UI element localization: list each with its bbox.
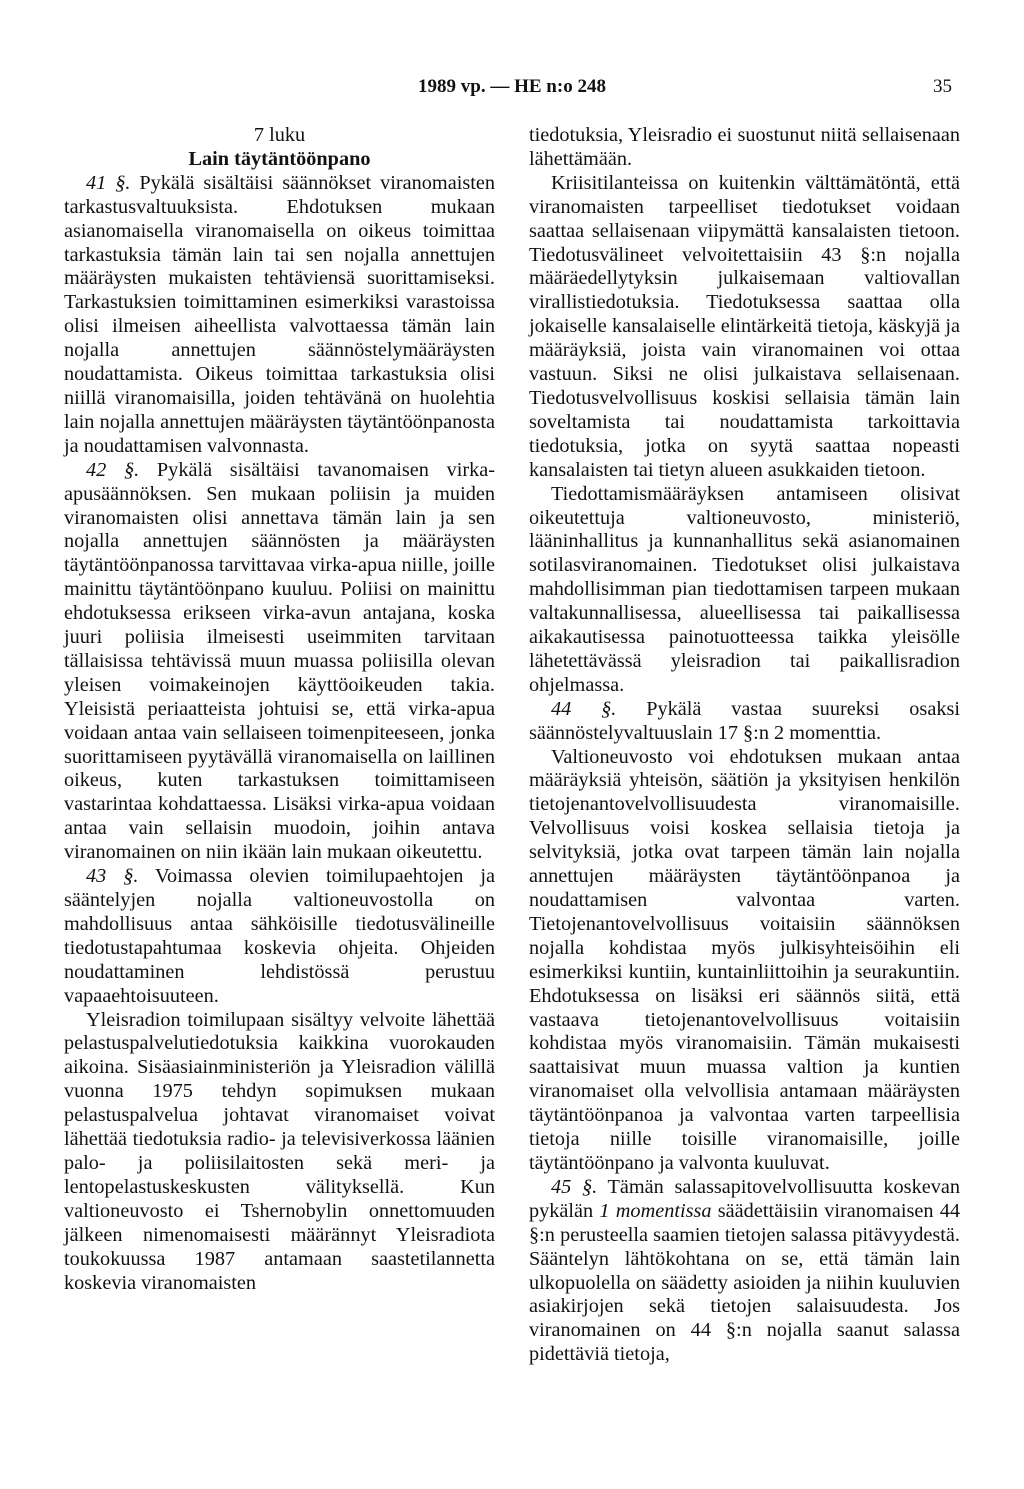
crisis-paragraph: Kriisitilanteissa on kuitenkin välttämätöntä, että viranomaisten tarpeelliset tiedotukset voidaan saattaa sellaisenaan viipymättä kansalaisten tietoon. Tiedotusvälineet velvoitettaisiin 43 §:n nojalla määräedellytyksin julkaisemaan valtiovallan virallistiedotuksia. Tiedotuksessa saattaa olla jokaiselle kansalaiselle elintärkeitä tietoja, käskyjä ja määräyksiä, joista vain viranomainen voi ottaa vastuun. Siksi ne olisi julkaistava sellaisenaan. Tiedotusvelvollisuus koskisi sellaisia tämän lain soveltamista tai noudattamista tarkoittavia tiedotuksia, jotka on syytä saattaa nopeasti kansalaisten tai tietyn alueen asukkaiden tietoon. (529, 171, 960, 481)
section-41-label: 41 §. (86, 171, 131, 194)
page-number: 35 (933, 76, 952, 97)
running-header (0, 76, 1024, 100)
section-45-text-b: säädettäisiin viranomaisen 44 §:n perusteella saamien tietojen salassa pitävyydestä. Sääntelyn lähtökohtana on se, että tämän lain ulkopuolella on säädetty asioiden ja niihin kuuluvien asiakirjojen sekä tietojen salaisuudesta. Jos viranomainen on 44 §:n nojalla saanut salassa pidettäviä tietoja, (529, 1199, 961, 1366)
left-column (64, 124, 495, 1295)
yleisradio-paragraph: Yleisradion toimilupaan sisältyy velvoite lähettää pelastuspalvelutiedotuksia kaikkina vuorokauden aikoina. Sisäasiainministeriön ja Yleisradion välillä vuonna 1975 tehdyn sopimuksen mukaan pelastuspalvelua johtavat viranomaiset voivat lähettää tiedotuksia radio- ja televisiverkossa läänien palo- ja poliisilaitosten sekä meri- ja lentopelastuskeskusten välityksellä. Kun valtioneuvosto ei Tshernobylin onnettomuuden jälkeen nimenomaisesti määrännyt Yleisradiota toukokuussa 1987 antamaan saastetilannetta koskevia viranomaisten (64, 1008, 495, 1294)
section-42-text: Pykälä sisältäisi tavanomaisen virka-apusäännöksen. Sen mukaan poliisin ja muiden viranomaisten olisi annettava tämän lain ja sen nojalla annettujen säännösten ja määräysten täytäntöönpanossa tarvittavaa virka-apua niille, joille mainittu täytäntöönpano kuuluu. Poliisi on mainittu ehdotuksessa erikseen virka-avun antajana, koska juuri poliisia ilmeisesti useimmiten tarvitaan tällaisissa tehtävissä muun muassa poliisilla olevan yleisen voimakeinojen käyttöoikeuden takia. Yleisistä periaatteista johtuisi se, että virka-apua voidaan antaa vain sellaiseen toimenpiteeseen, jonka suorittamiseen pyytävällä viranomaisella on laillinen oikeus, kuten tarkastuksen toimittamiseen vastarintaa kohdattaessa. Lisäksi virka-apua voidaan antaa vain sellaisin muodoin, joihin antava viranomainen on niin ikään lain mukaan oikeutettu. (64, 458, 495, 864)
section-45-text-a: Tämän salassapitovelvollisuutta koskevan pykälän (529, 1175, 961, 1222)
section-43-label: 43 §. (86, 865, 139, 888)
section-44-label: 44 §. (551, 697, 617, 720)
chapter-number: 7 luku (253, 124, 306, 146)
section-44-paragraph (529, 698, 960, 746)
right-column (529, 124, 960, 1367)
section-41-paragraph (64, 172, 495, 459)
section-42-label: 42 §. (86, 458, 140, 481)
section-41-text: Pykälä sisältäisi säännökset viranomaisten tarkastusvaltuuksista. Ehdotuksen mukaan asianomaisella viranomaisella on oikeus toimittaa tarkastuksia tämän lain tai sen nojalla annettujen määräysten mukaisten tehtäviensä suorittamiseksi. Tarkastuksien toimittaminen esimerkiksi varastoissa olisi ilmeisen aiheellista valvottaessa tämän lain nojalla annettujen säännöstelymääräysten noudattamista. Oikeus toimittaa tarkastuksia olisi niillä viranomaisilla, joiden tehtävänä on huolehtia lain nojalla annettujen määräysten täytäntöönpanosta ja noudattamisen valvonnasta. (64, 171, 495, 457)
section-44-text: Pykälä vastaa suureksi osaksi säännöstelyvaltuuslain 17 §:n 2 momenttia. (529, 697, 960, 744)
continued-paragraph: tiedotuksia, Yleisradio ei suostunut niitä sellaisenaan lähettämään. (529, 124, 960, 170)
chapter-title: Lain täytäntöönpano (188, 147, 371, 170)
announcement-authority-paragraph: Tiedottamismääräyksen antamiseen olisivat oikeutettuja valtioneuvosto, ministeriö, lääninhallitus ja kunnanhallitus sekä asianomainen sotilasviranomainen. Tiedotukset olisi julkaistava mahdollisimman pian tiedottamisen tarpeen mukaan valtakunnallisessa, alueellisessa tai paikallisessa aikakautisessa painotuotteessa taikka yleisölle lähetettävässä yleisradion tai paikallisradion ohjelmassa. (529, 482, 960, 696)
section-43-paragraph (64, 865, 495, 1008)
section-45-label: 45 §. (551, 1175, 598, 1198)
information-duty-paragraph: Valtioneuvosto voi ehdotuksen mukaan antaa määräyksiä yhteisön, säätiön ja yksityisen henkilön tietojenantovelvollisuudesta viranomaisille. Velvollisuus voisi koskea sellaisia tietoja ja selvityksiä, jotka ovat tarpeen tämän lain nojalla annettujen määräysten täytäntöönpanoa ja noudattamisen valvontaa varten. Tietojenantovelvollisuus voitaisiin säännöksen nojalla kohdistaa myös julkisyhteisöihin eli esimerkiksi kuntiin, kuntainliittoihin ja seurakuntiin. Ehdotuksessa on lisäksi eri säännös siitä, että vastaava tietojenantovelvollisuus voitaisiin kohdistaa myös viranomaisiin. Tämän mukaisesti saattaisivat muun muassa valtion ja kuntien viranomaiset olla velvollisia antamaan määräysten täytäntöönpanoa ja valvontaa varten tarpeellisia tietoja niille toisille viranomaisille, joille täytäntöönpano ja valvonta kuuluvat. (529, 745, 960, 1174)
section-45-italic-term: 1 momentissa (599, 1199, 712, 1222)
section-45-paragraph (529, 1176, 960, 1367)
document-reference: 1989 vp. — HE n:o 248 (418, 76, 606, 97)
section-42-paragraph (64, 459, 495, 865)
section-43-text: Voimassa olevien toimilupaehtojen ja sääntelyjen nojalla valtioneuvostolla on mahdollisuus antaa sähköisille tiedotusvälineille tiedotustapahtumaa koskevia ohjeita. Ohjeiden noudattaminen lehdistössä perustuu vapaaehtoisuuteen. (64, 865, 495, 1007)
